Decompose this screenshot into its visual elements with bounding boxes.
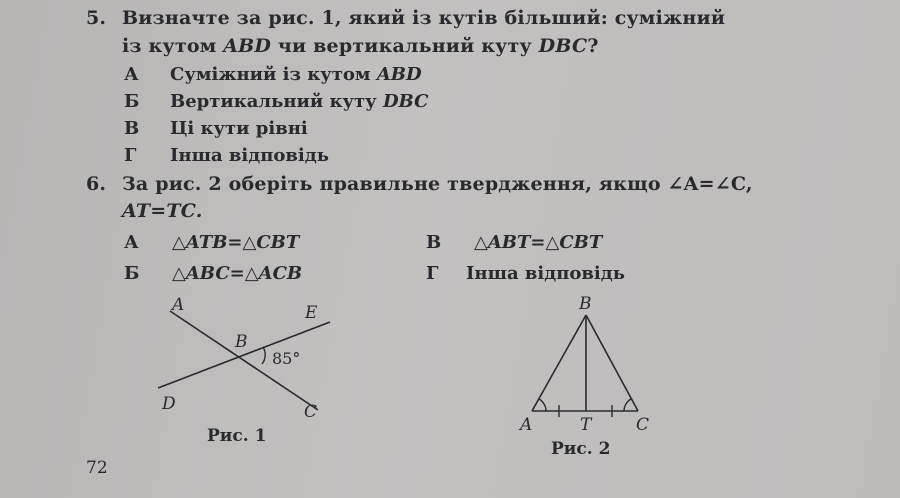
q5-option-a-text: Суміжний із кутом ABD xyxy=(170,64,422,85)
fig2-caption: Рис. 2 xyxy=(551,439,611,459)
q6-option-a-text: △ATB=△CBT xyxy=(172,232,300,253)
fig1-label-c: C xyxy=(304,402,318,422)
fig1-label-e: E xyxy=(305,303,318,323)
q5-number: 5. xyxy=(86,7,107,29)
angle-c-arc xyxy=(624,399,631,411)
angle-arc xyxy=(262,347,265,364)
q6-option-v-letter: В xyxy=(426,232,442,253)
fig1-angle-label: 85° xyxy=(272,349,301,368)
q6-option-a-letter: А xyxy=(124,232,139,253)
q6-number: 6. xyxy=(86,173,107,195)
fig2-label-a: A xyxy=(520,415,533,435)
figure-2 xyxy=(518,294,649,459)
figure-1 xyxy=(158,295,330,446)
fig1-caption: Рис. 1 xyxy=(207,426,267,446)
q5-option-v-text: Ці кути рівні xyxy=(170,118,308,139)
angle-a-arc xyxy=(539,399,546,411)
q6-text-line2: AT=TC. xyxy=(122,200,203,222)
side-bc xyxy=(586,315,638,411)
fig2-label-t: T xyxy=(580,415,592,435)
q6-option-b-text: △ABC=△ACB xyxy=(172,263,303,284)
q6-text-line1: За рис. 2 оберіть правильне твердження, якщо ∠A=∠C, xyxy=(122,173,753,195)
q6-option-b-letter: Б xyxy=(124,263,140,284)
q6-option-v-text: △ABT=△CBT xyxy=(474,232,603,253)
q5-option-g-letter: Г xyxy=(124,145,137,166)
fig1-label-a: A xyxy=(172,295,185,315)
page-number: 72 xyxy=(86,458,108,478)
q5-text-line1: Визначте за рис. 1, який із кутів більший: суміжний xyxy=(122,7,726,29)
fig2-label-b: B xyxy=(579,294,592,314)
q5-option-v-letter: В xyxy=(124,118,140,139)
q5-option-b-letter: Б xyxy=(124,91,140,112)
q5-option-a-letter: А xyxy=(124,64,139,85)
q5-text-line2: із кутом ABD чи вертикальний куту DBC? xyxy=(122,35,599,57)
q5-option-b-text: Вертикальний куту DBC xyxy=(170,91,429,112)
side-ab xyxy=(532,315,586,411)
q5-option-g-text: Інша відповідь xyxy=(170,145,329,166)
q6-option-g-letter: Г xyxy=(426,263,439,284)
fig1-label-b: B xyxy=(235,332,248,352)
fig1-label-d: D xyxy=(162,394,176,414)
q6-option-g-text: Інша відповідь xyxy=(466,263,625,284)
fig2-label-c: C xyxy=(636,415,650,435)
